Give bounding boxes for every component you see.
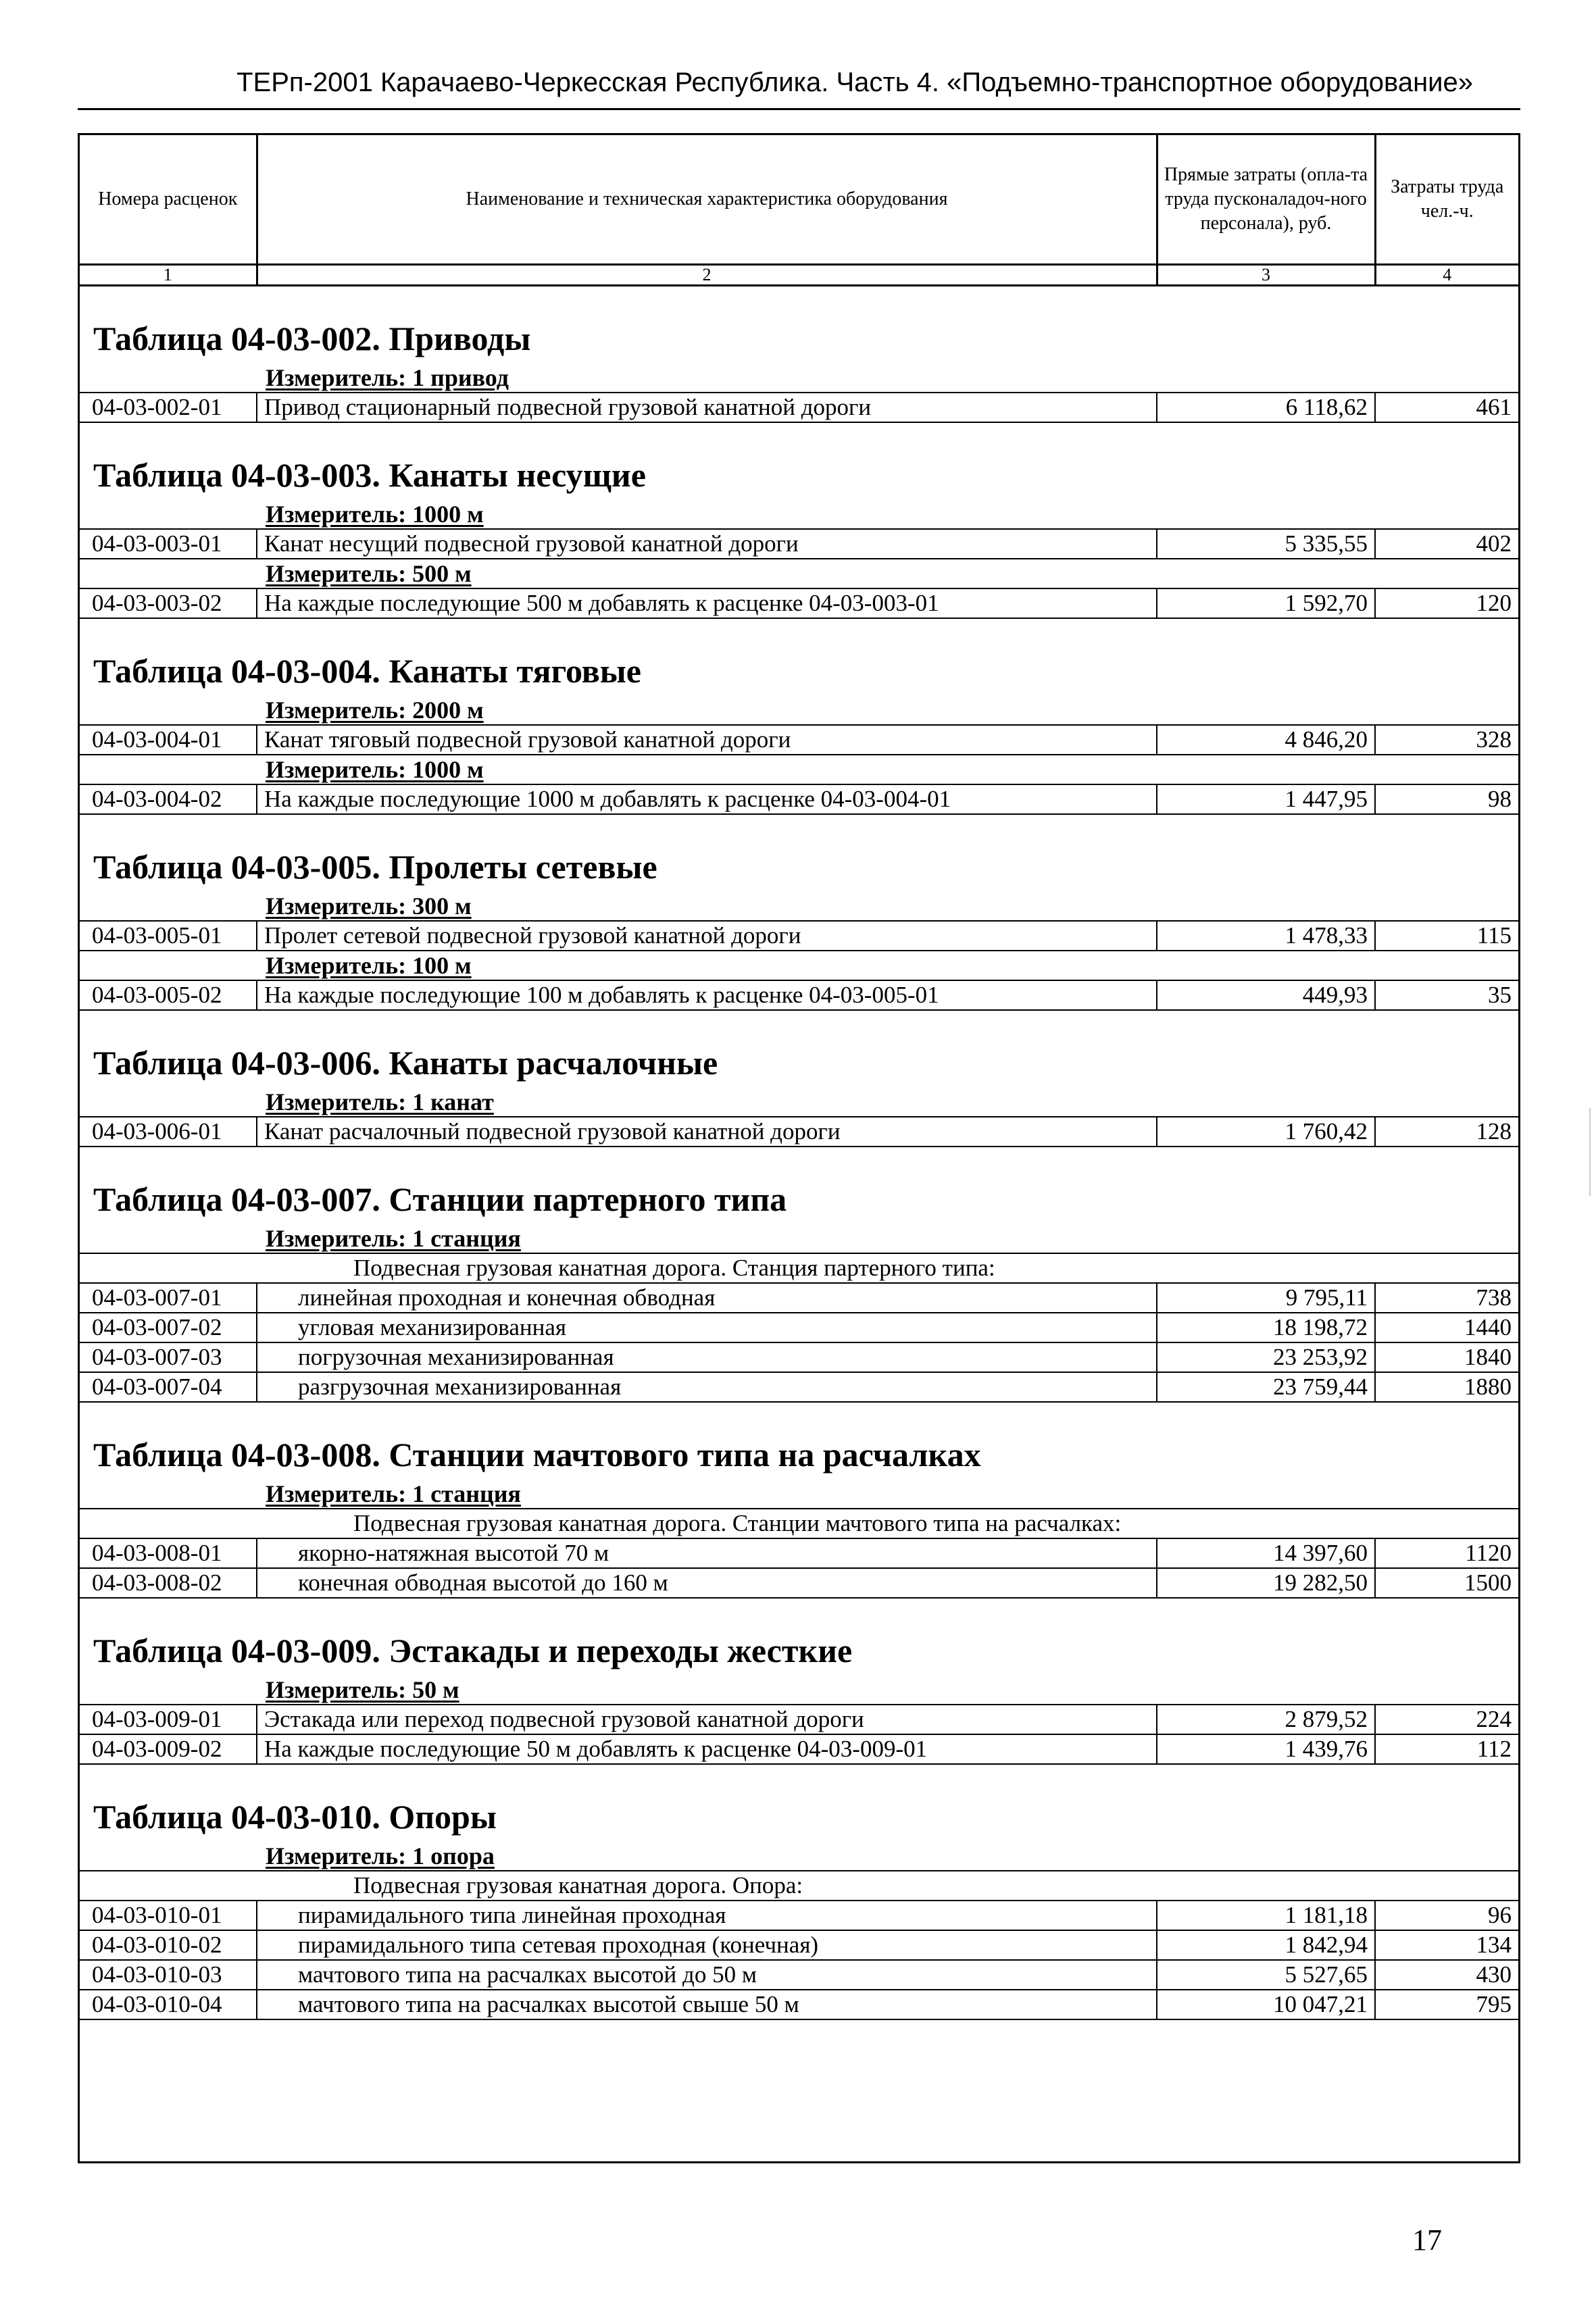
measure-unit: Измеритель: 500 м — [80, 559, 1518, 588]
table-row — [80, 1734, 1518, 1764]
scan-margin-mark — [1589, 1108, 1591, 1196]
rate-labor: 98 — [1375, 784, 1518, 814]
column-number: 4 — [1375, 265, 1518, 286]
measure-unit: Измеритель: 300 м — [266, 892, 472, 920]
rate-cost: 23 759,44 — [1157, 1372, 1375, 1402]
section-title: Таблица 04-03-003. Канаты несущие — [93, 456, 646, 494]
column-header-name: Наименование и техническая характеристика оборудования — [257, 135, 1157, 265]
rate-name: угловая механизированная — [257, 1313, 1157, 1342]
price-table-frame — [78, 133, 1520, 2163]
rate-cost: 9 795,11 — [1157, 1283, 1375, 1313]
rate-name: Канат несущий подвесной грузовой канатной дороги — [257, 529, 1157, 559]
measure-unit: Измеритель: 50 м — [266, 1676, 459, 1703]
rate-code: 04-03-007-04 — [80, 1372, 257, 1402]
header-rule — [78, 108, 1520, 110]
rate-cost: 1 592,70 — [1157, 588, 1375, 618]
rate-name: На каждые последующие 50 м добавлять к расценке 04-03-009-01 — [257, 1734, 1157, 1764]
rate-code: 04-03-005-02 — [80, 980, 257, 1010]
column-number: 2 — [257, 265, 1157, 286]
rate-labor: 1500 — [1375, 1568, 1518, 1598]
rate-code: 04-03-009-01 — [80, 1705, 257, 1734]
rate-name: якорно-натяжная высотой 70 м — [257, 1538, 1157, 1568]
rate-name: линейная проходная и конечная обводная — [257, 1283, 1157, 1313]
rate-labor: 430 — [1375, 1960, 1518, 1990]
rate-labor: 1840 — [1375, 1342, 1518, 1372]
rate-cost: 449,93 — [1157, 980, 1375, 1010]
rate-code: 04-03-008-02 — [80, 1568, 257, 1598]
rate-name: Канат тяговый подвесной грузовой канатной дороги — [257, 725, 1157, 755]
rate-code: 04-03-002-01 — [80, 393, 257, 422]
rate-code: 04-03-010-01 — [80, 1901, 257, 1930]
rate-name: пирамидального типа линейная проходная — [257, 1901, 1157, 1930]
rate-labor: 1120 — [1375, 1538, 1518, 1568]
rate-code: 04-03-005-01 — [80, 921, 257, 951]
table-row — [80, 1283, 1518, 1313]
rate-name: На каждые последующие 1000 м добавлять к расценке 04-03-004-01 — [257, 784, 1157, 814]
rate-cost: 19 282,50 — [1157, 1568, 1375, 1598]
rate-cost: 1 760,42 — [1157, 1117, 1375, 1147]
section-title: Таблица 04-03-004. Канаты тяговые — [93, 652, 641, 690]
rate-labor: 134 — [1375, 1930, 1518, 1960]
rate-code: 04-03-003-01 — [80, 529, 257, 559]
rate-cost: 4 846,20 — [1157, 725, 1375, 755]
group-caption: Подвесная грузовая канатная дорога. Станции мачтового типа на расчалках: — [80, 1509, 1518, 1538]
section-title: Таблица 04-03-009. Эстакады и переходы жесткие — [93, 1632, 853, 1669]
rate-code: 04-03-010-02 — [80, 1930, 257, 1960]
rate-code: 04-03-010-03 — [80, 1960, 257, 1990]
table-row — [80, 1568, 1518, 1598]
section-title: Таблица 04-03-006. Канаты расчалочные — [93, 1044, 718, 1082]
table-row — [80, 588, 1518, 618]
measure-unit: Измеритель: 1000 м — [266, 501, 484, 528]
rate-name: мачтового типа на расчалках высотой до 50 м — [257, 1960, 1157, 1990]
column-number-row — [80, 265, 1518, 286]
rate-code: 04-03-007-02 — [80, 1313, 257, 1342]
table-row — [80, 393, 1518, 422]
table-row — [80, 1538, 1518, 1568]
rate-labor: 224 — [1375, 1705, 1518, 1734]
rate-labor: 112 — [1375, 1734, 1518, 1764]
rate-cost: 18 198,72 — [1157, 1313, 1375, 1342]
table-row — [80, 1901, 1518, 1930]
rate-cost: 1 447,95 — [1157, 784, 1375, 814]
section-title: Таблица 04-03-005. Пролеты сетевые — [93, 848, 657, 886]
group-caption: Подвесная грузовая канатная дорога. Станция партерного типа: — [80, 1253, 1518, 1283]
rate-cost: 1 181,18 — [1157, 1901, 1375, 1930]
rate-labor: 128 — [1375, 1117, 1518, 1147]
table-row — [80, 1930, 1518, 1960]
rate-labor: 738 — [1375, 1283, 1518, 1313]
rate-name: разгрузочная механизированная — [257, 1372, 1157, 1402]
table-row — [80, 725, 1518, 755]
column-header-labor: Затраты труда чел.-ч. — [1375, 135, 1518, 265]
rate-code: 04-03-009-02 — [80, 1734, 257, 1764]
rate-labor: 461 — [1375, 393, 1518, 422]
column-number: 1 — [80, 265, 257, 286]
table-row — [80, 1705, 1518, 1734]
measure-unit: Измеритель: 100 м — [80, 951, 1518, 980]
rate-cost: 23 253,92 — [1157, 1342, 1375, 1372]
table-row — [80, 529, 1518, 559]
rate-labor: 328 — [1375, 725, 1518, 755]
measure-unit: Измеритель: 1 станция — [266, 1480, 521, 1507]
column-number: 3 — [1157, 265, 1375, 286]
rate-code: 04-03-006-01 — [80, 1117, 257, 1147]
rate-code: 04-03-010-04 — [80, 1990, 257, 2019]
rate-code: 04-03-004-02 — [80, 784, 257, 814]
rate-labor: 1880 — [1375, 1372, 1518, 1402]
rate-labor: 1440 — [1375, 1313, 1518, 1342]
rate-labor: 35 — [1375, 980, 1518, 1010]
rate-name: пирамидального типа сетевая проходная (конечная) — [257, 1930, 1157, 1960]
table-row — [80, 1313, 1518, 1342]
rate-name: На каждые последующие 500 м добавлять к расценке 04-03-003-01 — [257, 588, 1157, 618]
rate-code: 04-03-008-01 — [80, 1538, 257, 1568]
section-title: Таблица 04-03-010. Опоры — [93, 1798, 497, 1836]
rate-name: Канат расчалочный подвесной грузовой канатной дороги — [257, 1117, 1157, 1147]
rate-labor: 402 — [1375, 529, 1518, 559]
rate-name: мачтового типа на расчалках высотой свыше 50 м — [257, 1990, 1157, 2019]
rate-code: 04-03-007-01 — [80, 1283, 257, 1313]
rate-code: 04-03-004-01 — [80, 725, 257, 755]
rate-code: 04-03-003-02 — [80, 588, 257, 618]
rate-name: конечная обводная высотой до 160 м — [257, 1568, 1157, 1598]
table-row — [80, 1960, 1518, 1990]
section-title: Таблица 04-03-008. Станции мачтового типа на расчалках — [93, 1436, 981, 1474]
rate-cost: 14 397,60 — [1157, 1538, 1375, 1568]
rate-name: погрузочная механизированная — [257, 1342, 1157, 1372]
column-header-row — [80, 135, 1518, 265]
rate-code: 04-03-007-03 — [80, 1342, 257, 1372]
rate-labor: 96 — [1375, 1901, 1518, 1930]
table-row — [80, 1990, 1518, 2019]
rate-cost: 5 527,65 — [1157, 1960, 1375, 1990]
rate-name: Эстакада или переход подвесной грузовой канатной дороги — [257, 1705, 1157, 1734]
rate-cost: 5 335,55 — [1157, 529, 1375, 559]
rate-name: Пролет сетевой подвесной грузовой канатной дороги — [257, 921, 1157, 951]
table-row — [80, 980, 1518, 1010]
rate-labor: 120 — [1375, 588, 1518, 618]
measure-unit: Измеритель: 1 канат — [266, 1088, 494, 1115]
rate-cost: 6 118,62 — [1157, 393, 1375, 422]
rate-cost: 2 879,52 — [1157, 1705, 1375, 1734]
table-row — [80, 1117, 1518, 1147]
measure-unit: Измеритель: 1 станция — [266, 1225, 521, 1252]
rate-cost: 10 047,21 — [1157, 1990, 1375, 2019]
rate-name: Привод стационарный подвесной грузовой канатной дороги — [257, 393, 1157, 422]
rate-cost: 1 842,94 — [1157, 1930, 1375, 1960]
measure-unit: Измеритель: 1 опора — [266, 1842, 495, 1869]
table-row — [80, 921, 1518, 951]
column-header-cost: Прямые затраты (опла-та труда пусконаладоч-ного персонала), руб. — [1157, 135, 1375, 265]
group-caption: Подвесная грузовая канатная дорога. Опора: — [80, 1871, 1518, 1901]
rate-name: На каждые последующие 100 м добавлять к расценке 04-03-005-01 — [257, 980, 1157, 1010]
table-row — [80, 784, 1518, 814]
table-row — [80, 1342, 1518, 1372]
running-header: ТЕРп-2001 Карачаево-Черкесская Республика. Часть 4. «Подъемно-транспортное оборудование» — [236, 68, 1473, 97]
price-table — [80, 135, 1518, 2020]
section-title: Таблица 04-03-002. Приводы — [93, 320, 531, 357]
table-row — [80, 1372, 1518, 1402]
rate-cost: 1 439,76 — [1157, 1734, 1375, 1764]
section-title: Таблица 04-03-007. Станции партерного типа — [93, 1180, 787, 1218]
rate-cost: 1 478,33 — [1157, 921, 1375, 951]
measure-unit: Измеритель: 2000 м — [266, 697, 484, 724]
rate-labor: 115 — [1375, 921, 1518, 951]
rate-labor: 795 — [1375, 1990, 1518, 2019]
measure-unit: Измеритель: 1000 м — [80, 755, 1518, 784]
measure-unit: Измеритель: 1 привод — [266, 364, 509, 391]
page-number: 17 — [1412, 2223, 1442, 2257]
column-header-codes: Номера расценок — [98, 188, 238, 210]
